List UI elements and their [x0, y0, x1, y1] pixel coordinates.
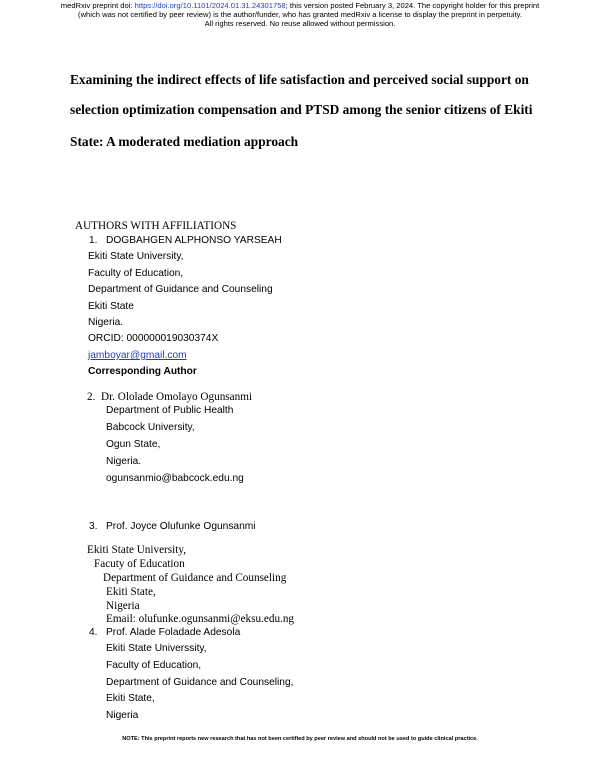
- author2-affiliation-line: Nigeria.: [106, 456, 142, 467]
- author1-orcid: ORCID: 000000019030374X: [88, 333, 219, 344]
- author4-number: 4.: [89, 627, 98, 638]
- author3-affiliation-line: Ekiti State University,: [87, 544, 187, 556]
- author1-number: 1.: [89, 235, 98, 246]
- author3-number: 3.: [89, 521, 98, 532]
- paper-title-line1: Examining the indirect effects of life satisfaction and perceived social support on: [70, 72, 529, 87]
- author4-name: Prof. Alade Foladade Adesola: [106, 627, 241, 638]
- author2-affiliation-line: Babcock University,: [106, 422, 195, 433]
- author1-affiliation-line: Department of Guidance and Counseling: [88, 284, 273, 295]
- author2-email: ogunsanmio@babcock.edu.ng: [106, 473, 244, 484]
- author4-affiliation-line: Department of Guidance and Counseling,: [106, 677, 294, 688]
- author3-name: Prof. Joyce Olufunke Ogunsanmi: [106, 521, 256, 532]
- author2-number: 2.: [87, 391, 96, 403]
- author1-affiliation-line: Faculty of Education,: [88, 268, 184, 279]
- author4-affiliation-line: Ekiti State,: [106, 693, 155, 704]
- author3-affiliation-line: Facuty of Education: [94, 558, 185, 570]
- author4-affiliation-line: Ekiti State Universsity,: [106, 643, 207, 654]
- author1-name: DOGBAHGEN ALPHONSO YARSEAH: [106, 235, 282, 246]
- paper-title-line3: State: A moderated mediation approach: [70, 134, 299, 149]
- preprint-header-line2: (which was not certified by peer review) is the author/funder, who has granted medRxiv a license to display the preprint in perpetuity.: [78, 10, 522, 19]
- author4-affiliation-line: Nigeria: [106, 710, 139, 721]
- author3-affiliation-line: Department of Guidance and Counseling: [103, 572, 287, 584]
- author1-affiliation-line: Nigeria.: [88, 317, 124, 328]
- preprint-footer-note: NOTE: This preprint reports new research that has not been certified by peer review and should not be used to guide clinical practice.: [122, 736, 478, 742]
- author2-affiliation-line: Ogun State,: [106, 439, 161, 450]
- corresponding-author-label: Corresponding Author: [88, 366, 197, 377]
- author3-affiliation-line: Ekiti State,: [106, 586, 156, 598]
- author4-affiliation-line: Faculty of Education,: [106, 660, 202, 671]
- author1-affiliation-line: Ekiti State University,: [88, 251, 184, 262]
- paper-title-line2: selection optimization compensation and PTSD among the senior citizens of Ekiti: [70, 102, 533, 117]
- author1-affiliation-line: Ekiti State: [88, 301, 134, 312]
- author3-affiliation-line: Nigeria: [106, 600, 140, 612]
- author1-email-link[interactable]: jamboyar@gmail.com: [88, 350, 187, 361]
- preprint-header-line1: [0, 1, 600, 10]
- author3-email: Email: olufunke.ogunsanmi@eksu.edu.ng: [106, 613, 295, 625]
- header-doi-prefix: medRxiv preprint doi:: [60, 1, 135, 10]
- header-copyright-text: ; this version posted February 3, 2024. The copyright holder for this preprint: [285, 1, 540, 10]
- preprint-header-line3: All rights reserved. No reuse allowed without permission.: [204, 19, 396, 28]
- doi-link[interactable]: https://doi.org/10.1101/2024.01.31.24301758: [134, 1, 286, 10]
- author2-affiliation-line: Department of Public Health: [106, 405, 234, 416]
- authors-heading: AUTHORS WITH AFFILIATIONS: [75, 220, 237, 232]
- author2-name: Dr. Ololade Omolayo Ogunsanmi: [101, 391, 253, 403]
